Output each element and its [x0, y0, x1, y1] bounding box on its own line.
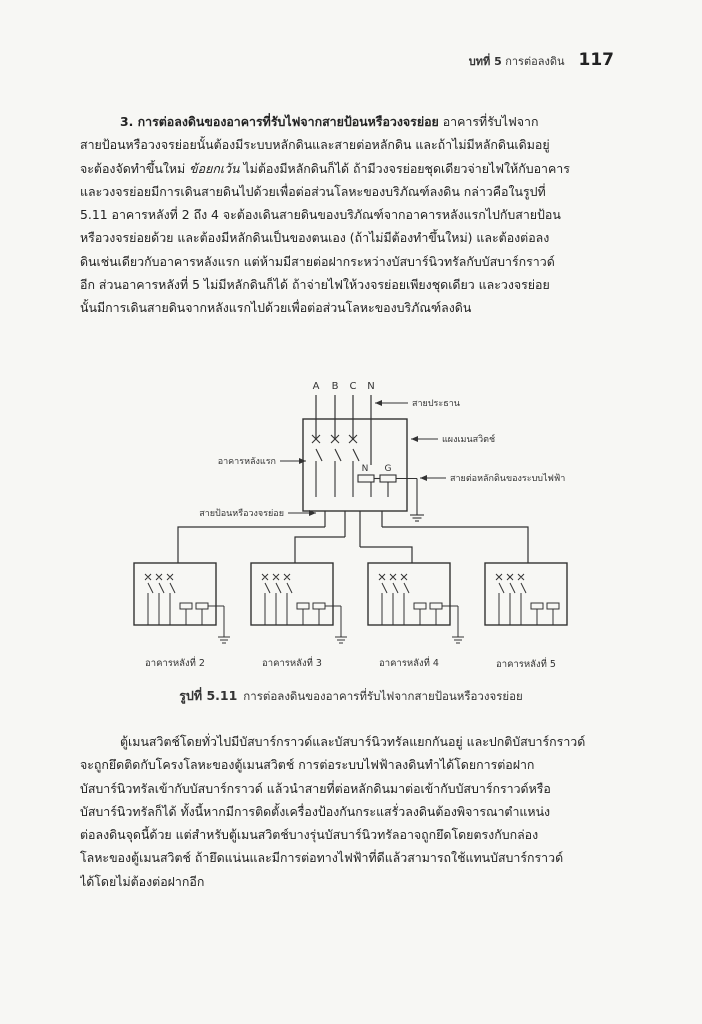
label-main-switch: แผงเมนสวิตช์	[442, 435, 496, 445]
main-breakers	[312, 435, 359, 497]
main-cable-lines	[316, 395, 371, 465]
phase-label-n: N	[367, 381, 375, 392]
page-header	[469, 50, 614, 70]
para1-line-6: หรือวงจรย่อยด้วย และต้องมีหลักดินเป็นของตนเอง (ถ้าไม่มีต้องทำขึ้นใหม่) และต้องต่อลง	[80, 230, 550, 246]
paragraph-grounding-feeder	[80, 110, 628, 320]
paragraph-main-switch	[80, 730, 628, 893]
para2-line-5: ต่อลงดินจุดนี้ด้วย แต่สำหรับตู้เมนสวิตช์บางรุ่นบัสบาร์นิวทรัลอาจถูกยึดโดยตรงกับกล่อง	[80, 827, 539, 843]
main-ground-symbol	[410, 515, 424, 521]
para2-line-6: โลหะของตู้เมนสวิตช์ ถ้ายึดแน่นและมีการต่อทางไฟฟ้าที่ดีแล้วสามารถใช้แทนบัสบาร์กราวด์	[80, 850, 564, 866]
para2-line-4: บัสบาร์นิวทรัลก็ได้ ทั้งนี้หากมีการติดตั้งเครื่องป้องกันกระแสรั่วลงดินต้องพิจารณาตำแหน่ง	[80, 803, 551, 819]
para1-line-5: 5.11 อาคารหลังที่ 2 ถึง 4 จะต้องเดินสายดินของบริภัณฑ์จากอาคารหลังแรกไปกับสายป้อน	[80, 207, 561, 223]
para1-line-1: 3. การต่อลงดินของอาคารที่รับไฟจากสายป้อนหรือวงจรย่อย อาคารที่รับไฟจาก	[120, 114, 539, 129]
ground-bar	[380, 475, 396, 482]
exception-label: ข้อยกเว้น	[189, 160, 240, 176]
para1-line-4: และวงจรย่อยมีการเดินสายดินไปด้วยเพื่อต่อส่วนโลหะของบริภัณฑ์ลงดิน กล่าวคือในรูปที่	[80, 183, 546, 199]
sub-panel-2	[134, 563, 230, 643]
label-building-2: อาคารหลังที่ 2	[145, 658, 205, 669]
para1-line-2: สายป้อนหรือวงจรย่อยนั้นต้องมีระบบหลักดินและสายต่อหลักดิน และถ้าไม่มีหลักดินเดิมอยู่	[80, 137, 550, 153]
section-heading: 3. การต่อลงดินของอาคารที่รับไฟจากสายป้อนหรือวงจรย่อย	[120, 114, 439, 129]
phase-label-c: C	[349, 381, 357, 392]
label-building-5: อาคารหลังที่ 5	[496, 659, 556, 670]
page-number: 117	[578, 50, 614, 70]
para2-line-1: ตู้เมนสวิตช์โดยทั่วไปมีบัสบาร์กราวด์และบัสบาร์นิวทรัลแยกกันอยู่ และปกติบัสบาร์กราวด์	[120, 734, 586, 749]
para1-line-7: ดินเช่นเดียวกับอาคารหลังแรก แต่ห้ามมีสายต่อฝากระหว่างบัสบาร์นิวทรัลกับบัสบาร์กราวด์	[80, 253, 555, 269]
label-building-4: อาคารหลังที่ 4	[379, 658, 439, 669]
label-feeder: สายป้อนหรือวงจรย่อย	[199, 509, 284, 519]
grounding-diagram	[120, 375, 620, 675]
neutral-bar	[358, 475, 374, 482]
figure-caption	[0, 686, 702, 706]
label-grounding-conductor: สายต่อหลักดินของระบบไฟฟ้า	[450, 474, 566, 484]
sub-panel-3	[251, 563, 347, 643]
sub-panel-5	[485, 563, 567, 625]
figure-number: รูปที่ 5.11	[179, 688, 238, 703]
para2-line-3: บัสบาร์นิวทรัลเข้ากับบัสบาร์กราวด์ แล้วนำสายที่ต่อหลักดินมาต่อเข้ากับบัสบาร์กราวด์หรือ	[80, 780, 551, 796]
figure-caption-text: การต่อลงดินของอาคารที่รับไฟจากสายป้อนหรือวงจรย่อย	[243, 689, 523, 703]
sub-panel-4	[368, 563, 464, 643]
para1-line-8: อีก ส่วนอาคารหลังที่ 5 ไม่มีหลักดินก็ได้ ถ้าจ่ายไฟให้วงจรย่อยเพียงชุดเดียว และวงจรย่อย	[80, 277, 550, 293]
label-building-3: อาคารหลังที่ 3	[262, 658, 322, 669]
para1-line-9: นั้นมีการเดินสายดินจากหลังแรกไปด้วยเพื่อต่อส่วนโลหะของบริภัณฑ์ลงดิน	[80, 300, 472, 316]
phase-label-a: A	[312, 381, 320, 392]
label-first-building: อาคารหลังแรก	[217, 457, 276, 467]
label-n-bar: N	[361, 464, 369, 474]
label-main-cable: สายประธาน	[412, 399, 460, 409]
para1-line-3: จะต้องจัดทำขึ้นใหม่ ข้อยกเว้น ไม่ต้องมีหลักดินก็ได้ ถ้ามีวงจรย่อยชุดเดียวจ่ายไฟให้กับอาคาร	[80, 160, 570, 176]
para2-line-7: ได้โดยไม่ต้องต่อฝากอีก	[80, 873, 205, 889]
chapter-title: บทที่ 5 การต่อลงดิน	[468, 55, 565, 68]
para2-line-2: จะถูกยึดติดกับโครงโลหะของตู้เมนสวิตช์ การต่อระบบไฟฟ้าลงดินทำได้โดยการต่อฝาก	[80, 757, 535, 773]
label-g-bar: G	[384, 464, 392, 474]
phase-label-b: B	[331, 381, 339, 392]
